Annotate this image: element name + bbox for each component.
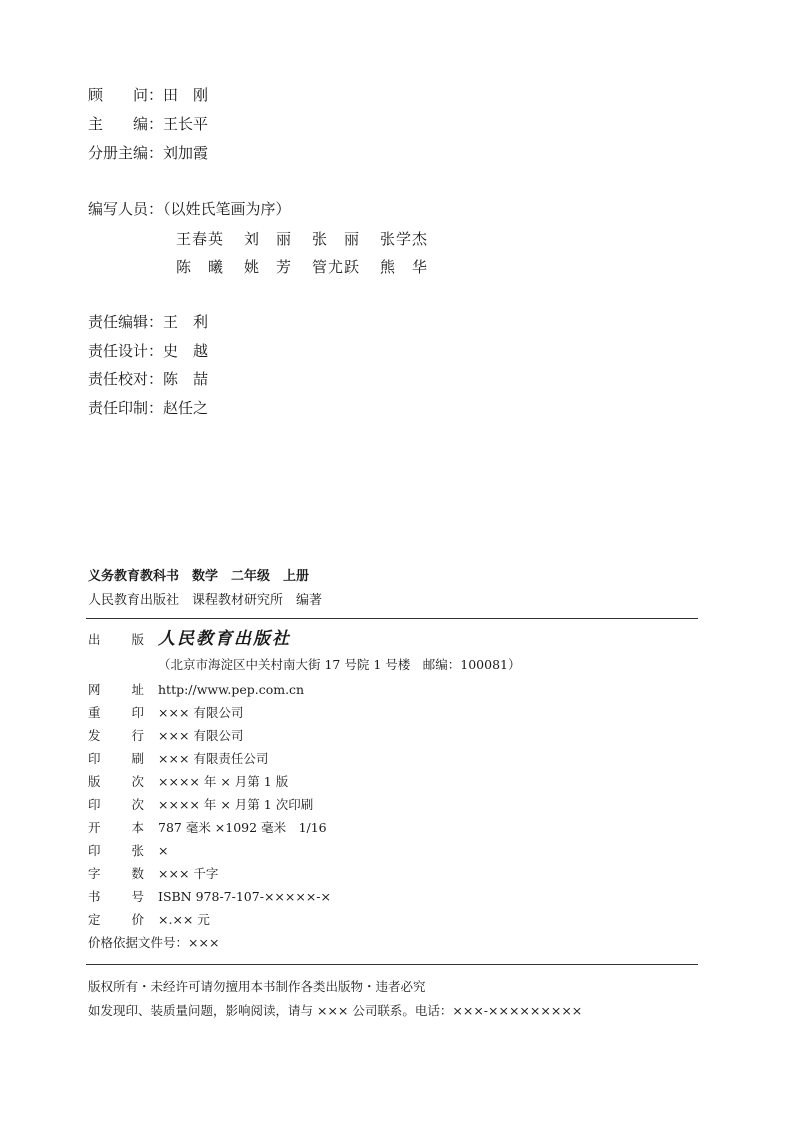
divider-bottom: [86, 964, 698, 965]
info-label: 字 数: [88, 866, 144, 881]
info-distribution: [88, 724, 243, 747]
credit-value: 王长平: [163, 115, 209, 133]
credit-responsible-editor: [88, 312, 208, 332]
info-value: ×: [158, 843, 169, 858]
info-reprint: [88, 701, 243, 724]
info-edition: [88, 770, 288, 793]
writer-name: 姚 芳: [244, 258, 293, 276]
writer-name: 王春英: [176, 230, 225, 248]
info-label: 版 次: [88, 774, 144, 789]
credit-value: 赵任之: [163, 399, 209, 417]
info-label: 定 价: [88, 912, 144, 927]
credit-label: 责任编辑：: [88, 313, 164, 331]
credit-printing: [88, 398, 208, 418]
writer-name: 管尤跃: [312, 258, 361, 276]
book-author: 人民教育出版社 课程教材研究所 编著: [88, 593, 323, 608]
info-value: ××× 有限责任公司: [158, 751, 269, 766]
credit-label: 顾 问：: [88, 86, 164, 104]
info-word-count: [88, 862, 218, 885]
credit-label: 责任印制：: [88, 399, 164, 417]
writers-label: 编写人员：（以姓氏笔画为序）: [88, 200, 291, 218]
info-label: 印 刷: [88, 751, 144, 766]
info-label: 发 行: [88, 728, 144, 743]
publisher-label: 出 版: [88, 632, 144, 647]
writer-name: 刘 丽: [244, 230, 293, 248]
writer-name: 陈 曦: [176, 258, 225, 276]
info-label: 书 号: [88, 889, 144, 904]
info-value: ×××× 年 × 月第 1 版: [158, 774, 289, 789]
writer-name: 张学杰: [380, 230, 429, 248]
info-price: [88, 908, 210, 931]
info-label: 印 张: [88, 843, 144, 858]
writers-row-2: [176, 256, 448, 277]
credit-value: 田 刚: [163, 86, 209, 104]
info-value: ××× 千字: [158, 866, 219, 881]
credit-proofreader: [88, 369, 208, 389]
info-value: ×.×× 元: [158, 912, 210, 927]
info-label: 重 印: [88, 705, 144, 720]
divider-top: [86, 618, 698, 619]
info-impression: [88, 793, 313, 816]
info-format: [88, 816, 327, 839]
info-printing: [88, 747, 268, 770]
info-value: http://www.pep.com.cn: [158, 682, 305, 697]
info-value: ××× 有限公司: [158, 728, 244, 743]
info-sheets: [88, 839, 168, 862]
credit-label: 责任设计：: [88, 342, 164, 360]
credit-value: 刘加霞: [163, 144, 209, 162]
info-value: ××× 有限公司: [158, 705, 244, 720]
contact-notice: 如发现印、装质量问题，影响阅读，请与 ××× 公司联系。电话：×××-×××××××××: [88, 1003, 583, 1018]
credit-value: 史 越: [163, 342, 209, 360]
credit-volume-editor: [88, 143, 208, 163]
price-basis: 价格依据文件号：×××: [88, 935, 220, 950]
writer-name: 张 丽: [312, 230, 361, 248]
credit-advisor: [88, 85, 208, 105]
credit-value: 王 利: [163, 313, 209, 331]
credit-value: 陈 喆: [163, 370, 209, 388]
info-value: 787 毫米 ×1092 毫米 1/16: [158, 820, 327, 835]
info-website: [88, 678, 304, 701]
credit-chief-editor: [88, 114, 208, 134]
writer-name: 熊 华: [380, 258, 429, 276]
credit-label: 责任校对：: [88, 370, 164, 388]
info-value: ×××× 年 × 月第 1 次印刷: [158, 797, 314, 812]
publisher-logo: 人民教育出版社: [158, 629, 291, 649]
info-label: 印 次: [88, 797, 144, 812]
info-isbn: [88, 885, 331, 908]
credit-label: 主 编：: [88, 115, 164, 133]
credit-label: 分册主编：: [88, 144, 164, 162]
publisher-address: （北京市海淀区中关村南大街 17 号院 1 号楼 邮编：100081）: [158, 657, 521, 672]
publisher-row: [88, 628, 291, 651]
book-title: 义务教育教科书 数学 二年级 上册: [88, 569, 310, 584]
copyright-notice: 版权所有・未经许可请勿擅用本书制作各类出版物・违者必究: [88, 979, 426, 994]
writers-row-1: [176, 228, 448, 249]
info-value: ISBN 978-7-107-×××××-×: [158, 889, 332, 904]
info-label: 网 址: [88, 682, 144, 697]
info-label: 开 本: [88, 820, 144, 835]
credit-responsible-design: [88, 341, 208, 361]
